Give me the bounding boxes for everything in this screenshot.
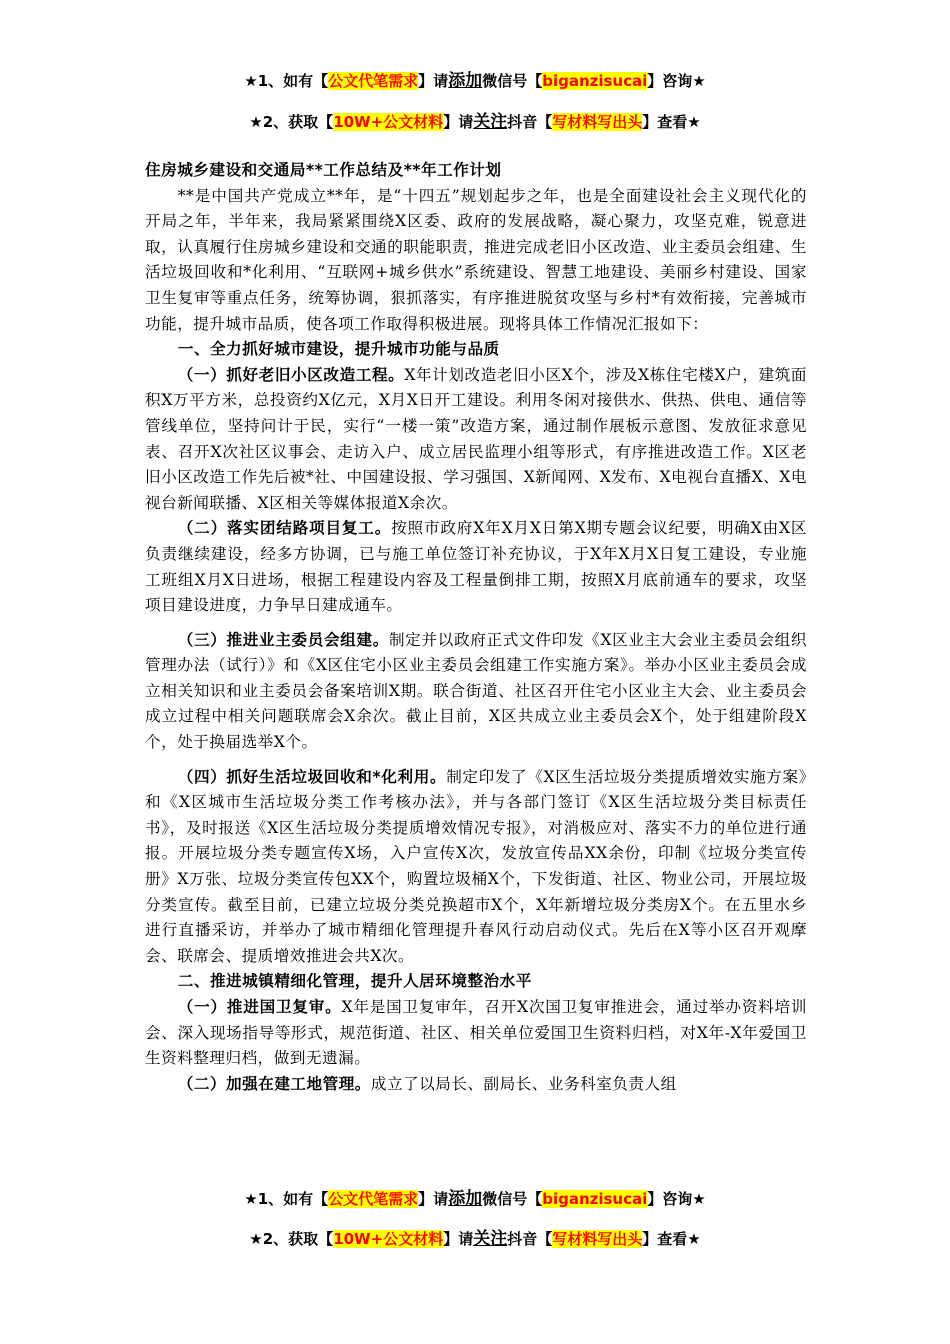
star-icon: ★	[244, 72, 258, 90]
subheading: （一）推进国卫复审。	[177, 998, 342, 1016]
highlight-materials: 10W+公文材料	[333, 113, 444, 131]
subheading: （二）落实团结路项目复工。	[177, 519, 392, 538]
emphasis-follow: 关注	[473, 1229, 508, 1249]
paragraph-1-4: （四）抓好生活垃圾回收和*化利用。制定印发了《X区生活垃圾分类提质增效实施方案》和《X区城市生活垃圾分类工作考核办法》，并与各部门签订《X区生活垃圾分类目标责任书》，及时报送《X区生活垃圾分类提质增效情况专报》，对消极应对、落实不力的单位进行通报。开展垃圾分类专题宣传X场，入户宣传X次，发放宣传品XX余份，印制《垃圾分类宣传册》X万张、垃圾分类宣传包XX个，购置垃圾桶X个，下发街道、社区、物业公司，开展垃圾分类宣传。截至目前，已建立垃圾分类兑换超市X个，X年新增垃圾分类房X个。在五里水乡进行直播采访，并举办了城市精细化管理提升春风行动启动仪式。先后在X等小区召开观摩会、联席会、提质增效推进会共X次。	[145, 767, 807, 965]
highlight-ghostwriting: 公文代笔需求	[328, 1190, 419, 1208]
wechat-id[interactable]: biganzisucai	[542, 72, 648, 90]
paragraph-1-1: （一）抓好老旧小区改造工程。X年计划改造老旧小区X个，涉及X栋住宅楼X户，建筑面积X万平方米，总投资约X亿元，X月X日开工建设。利用冬闲对接供水、供热、供电、通信等管线单位，坚持问计于民，实行“一楼一策”改造方案，通过制作展板示意图、发放征求意见表、召开X次社区议事会、走访入户、成立居民监理小组等形式，有序推进改造工作。X区老旧小区改造工作先后被*社、中国建设报、学习强国、X新闻网、X发布、X电视台直播X、X电视台新闻联播、X区相关等媒体报道X余次。	[145, 365, 807, 512]
star-icon: ★	[244, 1190, 258, 1208]
document-title: 住房城乡建设和交通局**工作总结及**年工作计划	[145, 161, 502, 179]
subheading: （三）推进业主委员会组建。	[177, 630, 390, 649]
douyin-account[interactable]: 写材料写出头	[552, 1230, 643, 1248]
star-icon: ★	[249, 1230, 263, 1248]
emphasis-follow: 关注	[473, 112, 508, 132]
emphasis-add: 添加	[448, 71, 483, 91]
promo-banner-bottom-line-2: ★2、获取【10W+公文材料】请关注抖音【写材料写出头】查看★	[249, 1229, 701, 1249]
paragraph-1-2: （二）落实团结路项目复工。按照市政府X年X月X日第X期专题会议纪要，明确X由X区负责继续建设，经多方协调，已与施工单位签订补充协议，于X年X月X日复工建设，专业施工班组X月X日进场，根据工程建设内容及工程量倒排工期，按照X月底前通车的要求，攻坚项目建设进度，力争早日建成通车。	[145, 519, 807, 615]
subheading: （二）加强在建工地管理。	[177, 1074, 371, 1093]
promo-banner-bottom-line-1: ★1、如有【公文代笔需求】请添加微信号【biganzisucai】咨询★	[244, 1189, 706, 1209]
star-icon: ★	[692, 1190, 706, 1208]
paragraph-1-3: （三）推进业主委员会组建。制定并以政府正式文件印发《X区业主大会业主委员会组织管理办法（试行）》和《X区住宅小区业主委员会组建工作实施方案》。举办小区业主委员会成立相关知识和业主委员会备案培训X期。联合街道、社区召开住宅小区业主大会、业主委员会成立过程中相关问题联席会X余次。截止目前，X区共成立业主委员会X个，处于组建阶段X个，处于换届选举X个。	[145, 630, 807, 752]
highlight-materials: 10W+公文材料	[333, 1230, 444, 1248]
subheading: （一）抓好老旧小区改造工程。	[177, 365, 405, 384]
highlight-ghostwriting: 公文代笔需求	[328, 72, 419, 90]
section-heading-2: 二、推进城镇精细化管理，提升人居环境整治水平	[177, 972, 532, 991]
subheading: （四）抓好生活垃圾回收和*化利用。	[177, 767, 447, 786]
star-icon: ★	[687, 1230, 701, 1248]
wechat-id[interactable]: biganzisucai	[542, 1190, 648, 1208]
star-icon: ★	[692, 72, 706, 90]
document-body	[145, 158, 807, 1097]
emphasis-add: 添加	[448, 1189, 483, 1209]
promo-banner-top-line-2: ★2、获取【10W+公文材料】请关注抖音【写材料写出头】查看★	[249, 112, 701, 132]
paragraph-2-2: （二）加强在建工地管理。成立了以局长、副局长、业务科室负责人组	[177, 1074, 677, 1093]
promo-banner-top-line-1: ★1、如有【公文代笔需求】请添加微信号【biganzisucai】咨询★	[244, 71, 706, 91]
intro-paragraph: **是中国共产党成立**年，是“十四五”规划起步之年，也是全面建设社会主义现代化的开局之年，半年来，我局紧紧围绕X区委、政府的发展战略，凝心聚力，攻坚克难，锐意进取，认真履行住房城乡建设和交通的职能职责，推进完成老旧小区改造、业主委员会组建、生活垃圾回收和*化利用、“互联网+城乡供水”系统建设、智慧工地建设、美丽乡村建设、国家卫生复审等重点任务，统筹协调，狠抓落实，有序推进脱贫攻坚与乡村*有效衔接，完善城市功能，提升城市品质，使各项工作取得积极进展。现将具体工作情况汇报如下：	[145, 186, 807, 333]
star-icon: ★	[687, 113, 701, 131]
douyin-account[interactable]: 写材料写出头	[552, 113, 643, 131]
star-icon: ★	[249, 113, 263, 131]
section-heading-1: 一、全力抓好城市建设，提升城市功能与品质	[177, 340, 500, 359]
paragraph-2-1: （一）推进国卫复审。X年是国卫复审年，召开X次国卫复审推进会，通过举办资料培训会、深入现场指导等形式，规范街道、社区、相关单位爱国卫生资料归档，对X年-X年爱国卫生资料整理归档，做到无遗漏。	[145, 998, 807, 1068]
